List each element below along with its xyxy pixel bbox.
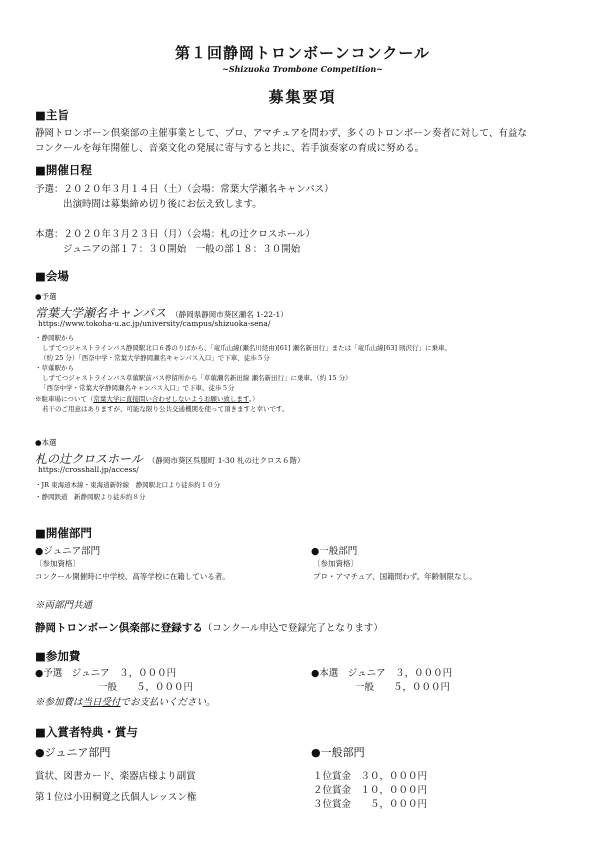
award-general-third: ３位賞金 ５，０００円	[313, 799, 428, 810]
access-item: ・草薙駅から	[35, 364, 74, 372]
award-general-second: ２位賞金 １０，０００円	[313, 785, 428, 796]
access-item: しずてつジャストラインバス草薙駅前バス停留所から「草薙瀬名新田線 瀬名新田行」に乗車。（約 15 分）	[42, 374, 352, 382]
award-general-label: ●一般部門	[311, 746, 365, 759]
schedule-prelim: 予選：２０２０年３月１４日（土）（会場：常葉大学瀬名キャンパス）	[35, 184, 334, 195]
division-general-qual-label: 〔参加資格〕	[313, 559, 358, 568]
fee-note-prefix: ※参加費は	[35, 697, 83, 708]
division-general-label: ●一般部門	[311, 546, 358, 557]
purpose-line-2: コンクールを毎年開催し、音楽文化の発展に寄与すると共に、若手演奏家の育成に努める。	[35, 143, 425, 154]
access-item: ・静岡駅から	[35, 334, 74, 342]
section-schedule-heading: ■開催日程	[35, 163, 92, 177]
access-item: （約 25 分）「西奈中学・常葉大学静岡瀬名キャンパス入口」で下車、徒歩５分	[40, 354, 270, 362]
fee-prelim-junior: ●予選 ジュニア ３，０００円	[35, 668, 177, 679]
parking-label: ※駐車場について（	[35, 395, 94, 403]
purpose-line-1: 静岡トロンボーン倶楽部の主催事業として、プロ、アマチュアを問わず、多くのトロンボーン奏者に対して、有益な	[35, 128, 527, 139]
venue-final-address: （静岡市葵区呉服町 1-30 札の辻クロス６階）	[147, 456, 305, 465]
venue-final-url[interactable]: https://crosshall.jp/access/	[38, 465, 139, 474]
section-purpose-heading: ■主旨	[35, 108, 69, 122]
final-access-item: ・JR 東海道本線・東海道新幹線 静岡駅北口より徒歩約１０分	[35, 481, 221, 489]
venue-prelim-name: 常葉大学瀬名キャンパス	[35, 306, 167, 320]
page-title: 第１回静岡トロンボーンコンクール	[174, 44, 431, 62]
award-junior-label: ●ジュニア部門	[35, 746, 111, 759]
venue-prelim-address: （静岡県静岡市葵区瀬名 1-22-1）	[171, 310, 288, 319]
page-subtitle: ~Shizuoka Trombone Competition~	[222, 64, 383, 74]
schedule-final: 本選：２０２０年３月２３日（月）（会場：札の辻クロスホール）	[35, 229, 316, 240]
division-general-qual: プロ・アマチュア、国籍問わず。年齢制限なし。	[313, 572, 477, 581]
venue-prelim-url[interactable]: https://www.tokoha-u.ac.jp/university/campus/shizuoka-sena/	[38, 319, 271, 328]
division-common-requirement: 静岡トロンボーン倶楽部に登録する	[35, 622, 203, 634]
fee-note-emphasis: 当日受付	[82, 697, 121, 708]
fee-prelim-general: 一般 ５，０００円	[98, 682, 194, 693]
division-junior-qual-label: 〔参加資格〕	[35, 559, 80, 568]
access-item: しずてつジャストラインバス静岡駅北口６番のりばから、「竜爪山線(瀬名川経由)[61] 瀬名新田行」または「竜爪山線[63] 則沢行」に乗車。	[42, 344, 452, 352]
section-awards-heading: ■入賞者特典・賞与	[35, 725, 138, 739]
document-heading: 募集要項	[268, 88, 337, 106]
schedule-final-note: ジュニアの部１７：３０開始 一般の部１８：３０開始	[63, 244, 301, 255]
section-venue-heading: ■会場	[35, 269, 69, 283]
venue-prelim-label: ●予選	[35, 292, 57, 301]
schedule-prelim-note: 出演時間は募集締め切り後にお伝え致します。	[63, 199, 262, 210]
access-item: 「西奈中学・常葉大学静岡瀬名キャンパス入口」で下車、徒歩５分	[40, 384, 235, 392]
division-junior-qual: コンクール開催時に中学校、高等学校に在籍している者。	[35, 572, 230, 581]
award-general-first: １位賞金 ３０，０００円	[313, 771, 428, 782]
division-common-label: ※両部門共通	[35, 600, 93, 611]
venue-final-name: 札の辻クロスホール	[35, 452, 143, 466]
parking-close: 。）	[248, 395, 259, 403]
division-junior-label: ●ジュニア部門	[35, 546, 101, 557]
division-common-note: （コンクール申込で登録完了となります）	[202, 623, 383, 634]
section-fees-heading: ■参加費	[35, 649, 81, 663]
parking-warning: 常葉大学に直接問い合わせしないようお願い致します	[93, 395, 249, 403]
venue-final-label: ●本選	[35, 438, 57, 447]
award-junior-prize: 賞状、図書カード、楽器店様より副賞	[35, 771, 196, 782]
fee-final-junior: ●本選 ジュニア ３，０００円	[311, 668, 453, 679]
parking-note: 若干のご用意はありますが、可能な限り公共交通機関を使って頂きますと幸いです。	[42, 405, 289, 413]
fee-final-general: 一般 ５，０００円	[355, 682, 451, 693]
award-junior-lesson: 第１位は小田桐寛之氏個人レッスン権	[35, 792, 197, 803]
section-divisions-heading: ■開催部門	[35, 526, 92, 540]
fee-note-suffix: でお支払いください。	[120, 697, 216, 708]
final-access-item: ・静岡鉄道 新静岡駅より徒歩約８分	[35, 493, 146, 501]
